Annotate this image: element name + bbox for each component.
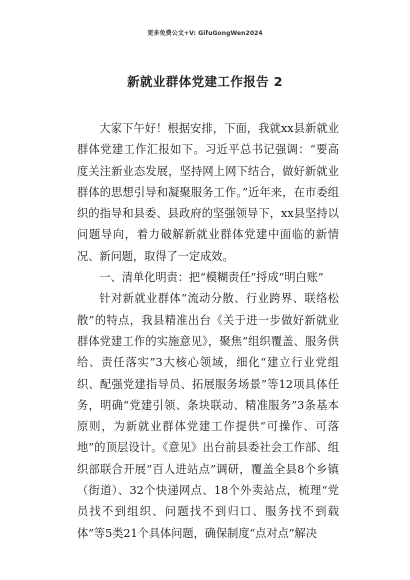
paragraph-section-1: 针对新就业群体“流动分散、行业跨界、联络松散”的特点，我县精准出台《关于进一步做好新就业群体党建工作的实施意见》，聚焦“组织覆盖、服务供给、责任落实”3大核心领域，细化“建立行业党组织、配强党建指导员、拓展服务场景”等12项具体任务，明确“党建引领、条块联动、精准服务”3条基本原则，为新就业群体党建工作提供“可操作、可落地”的顶层设计。《意见》出台前县委社会工作部、组织部联合开展“百人进站点”调研，覆盖全县8个乡镇（街道）、32个快递网点、18个外卖站点，梳理“党员找不到组织、问题找不到归口、服务找不到载体”等5类21个具体问题，确保制度“点对点”解决: [77, 292, 339, 540]
paragraph-intro: 大家下午好！根据安排，下面，我就xx县新就业群体党建工作汇报如下。习近平总书记强调：“要高度关注新业态发展，坚持网上网下结合，做好新就业群体的思想引导和凝聚服务工作。”近年来，在市委组织的指导和县委、县政府的坚强领导下，xx县坚持以问题导向，着力破解新就业群体党建中面临的新情况、新问题，取得了一定成效。: [77, 122, 339, 263]
header-note: 更多免费公文+V: GifuGongWen2024: [147, 30, 263, 37]
document-title: 新就业群体党建工作报告 2: [127, 74, 283, 89]
document-body: [77, 118, 339, 544]
section-heading-1: 一、清单化明责：把“模糊责任”捋成“明白账”: [99, 271, 324, 285]
